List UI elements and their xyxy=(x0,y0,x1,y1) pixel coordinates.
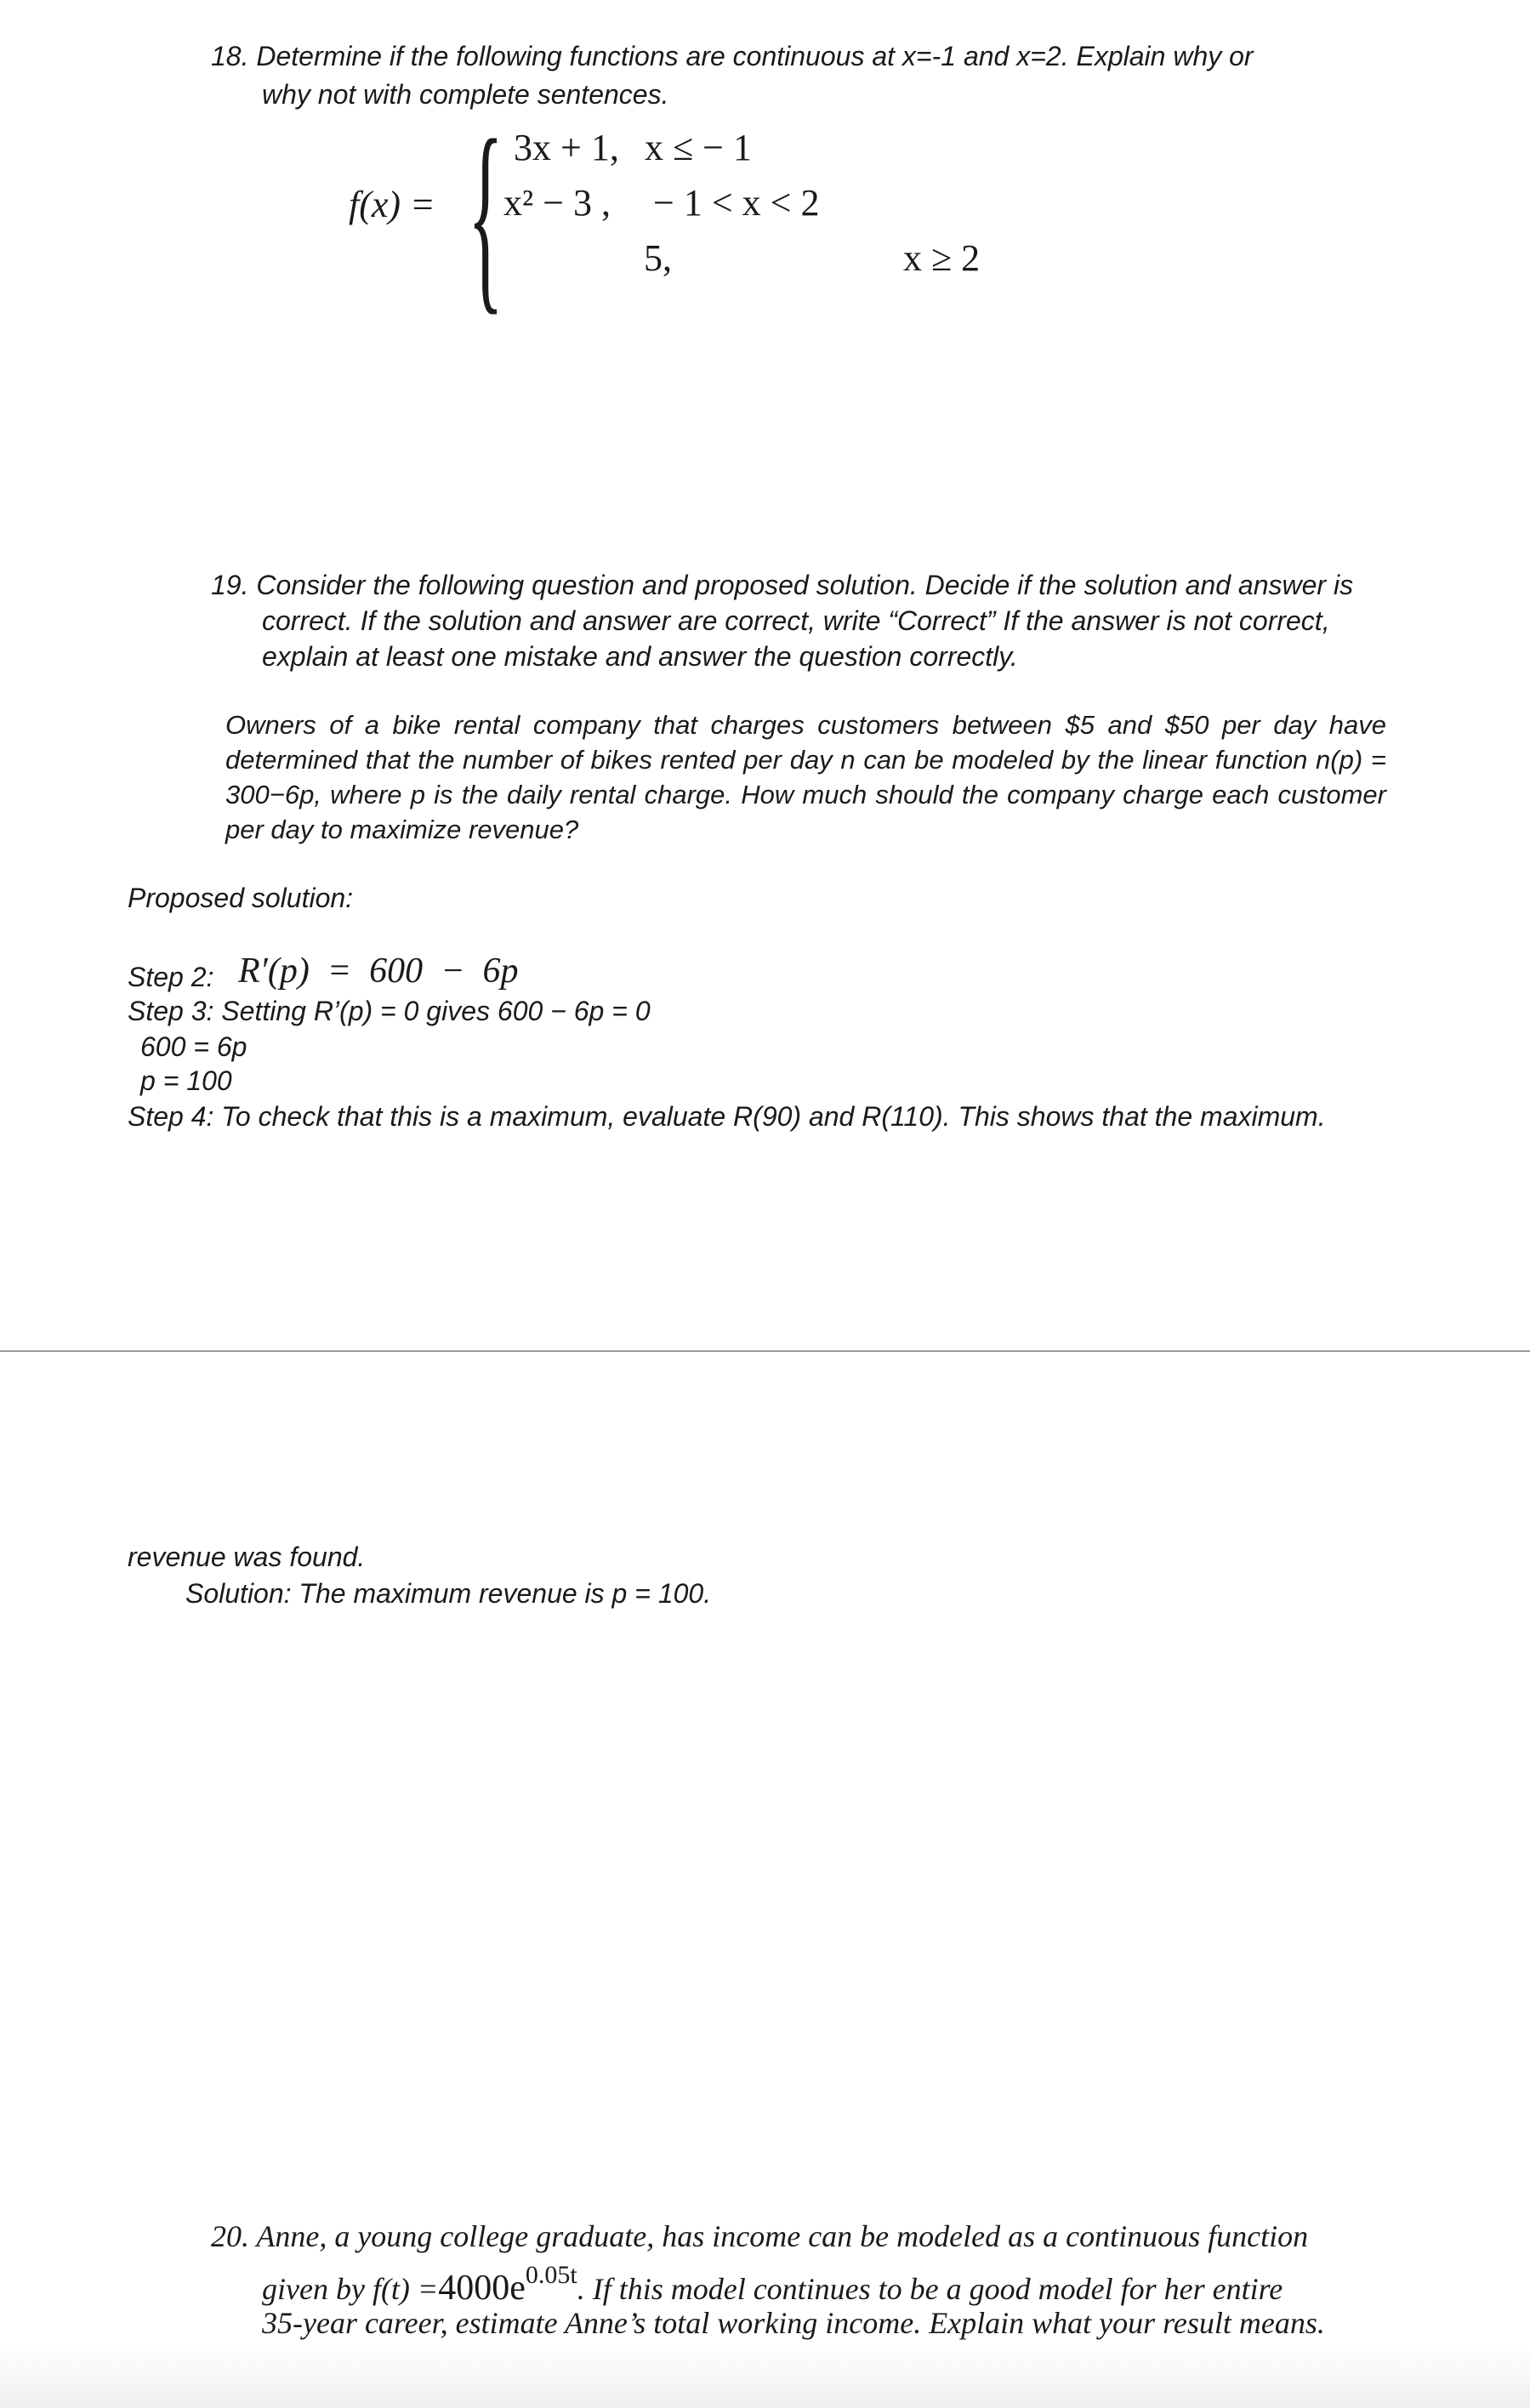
case1-expression: 3x + 1, xyxy=(514,127,619,168)
case3-expression: 5, xyxy=(644,237,672,279)
case3-condition: x ≥ 2 xyxy=(903,237,981,279)
q20-line3: 35-year career, estimate Anne’s total working income. Explain what your result means. xyxy=(262,2306,1325,2340)
step2-label: Step 2: xyxy=(128,962,214,992)
bottom-shadow xyxy=(0,2347,1530,2408)
case2-expression: x² − 3 , xyxy=(503,182,611,224)
problem-statement: Owners of a bike rental company that charges customers between $5 and $50 per day have determined that the number of bikes rented per day n can be modeled by the linear function n(p) = 300−6p, where p is the daily rental charge. How much should the company charge each customer per day to maximize revenue? xyxy=(225,710,1386,844)
step4-text: Step 4: To check that this is a maximum, evaluate R(90) and R(110). This shows that the maximum. xyxy=(128,1101,1326,1132)
solution-line: Solution: The maximum revenue is p = 100. xyxy=(185,1578,712,1609)
step4-continued: revenue was found. xyxy=(128,1542,366,1572)
step3-equation-a: 600 = 6p xyxy=(140,1031,247,1062)
q20-line2-rest: . If this model continues to be a good model for her entire xyxy=(577,2272,1283,2306)
q19-line1: 19. Consider the following question and proposed solution. Decide if the solution and answer is xyxy=(211,570,1354,600)
case2-condition: − 1 < x < 2 xyxy=(653,182,820,224)
q20-line2 xyxy=(262,2262,1283,2308)
step3-equation-b: p = 100 xyxy=(140,1065,232,1096)
step2-derivative: R′(p) = 600 − 6p xyxy=(238,951,519,991)
q20-fn-exponent: 0.05t xyxy=(525,2261,577,2289)
q19-line2: correct. If the solution and answer are correct, write “Correct” If the answer is not correct, xyxy=(262,605,1330,636)
case1-condition: x ≤ − 1 xyxy=(645,127,752,168)
q20-line1: 20. Anne, a young college graduate, has income can be modeled as a continuous function xyxy=(211,2219,1309,2253)
q18-line2: why not with complete sentences. xyxy=(262,79,669,110)
left-brace: { xyxy=(468,97,503,332)
q20-fn-label: given by f(t) = xyxy=(262,2272,439,2306)
function-name: f(x) = xyxy=(349,184,435,225)
proposed-solution-label: Proposed solution: xyxy=(128,883,354,913)
q19-line3: explain at least one mistake and answer the question correctly. xyxy=(262,641,1018,672)
step3-text: Step 3: Setting R’(p) = 0 gives 600 − 6p = 0 xyxy=(128,996,651,1026)
page-divider xyxy=(0,1350,1530,1352)
q20-fn-base: 4000e xyxy=(438,2269,526,2308)
q18-line1: 18. Determine if the following functions are continuous at x=-1 and x=2. Explain why or xyxy=(211,41,1254,71)
